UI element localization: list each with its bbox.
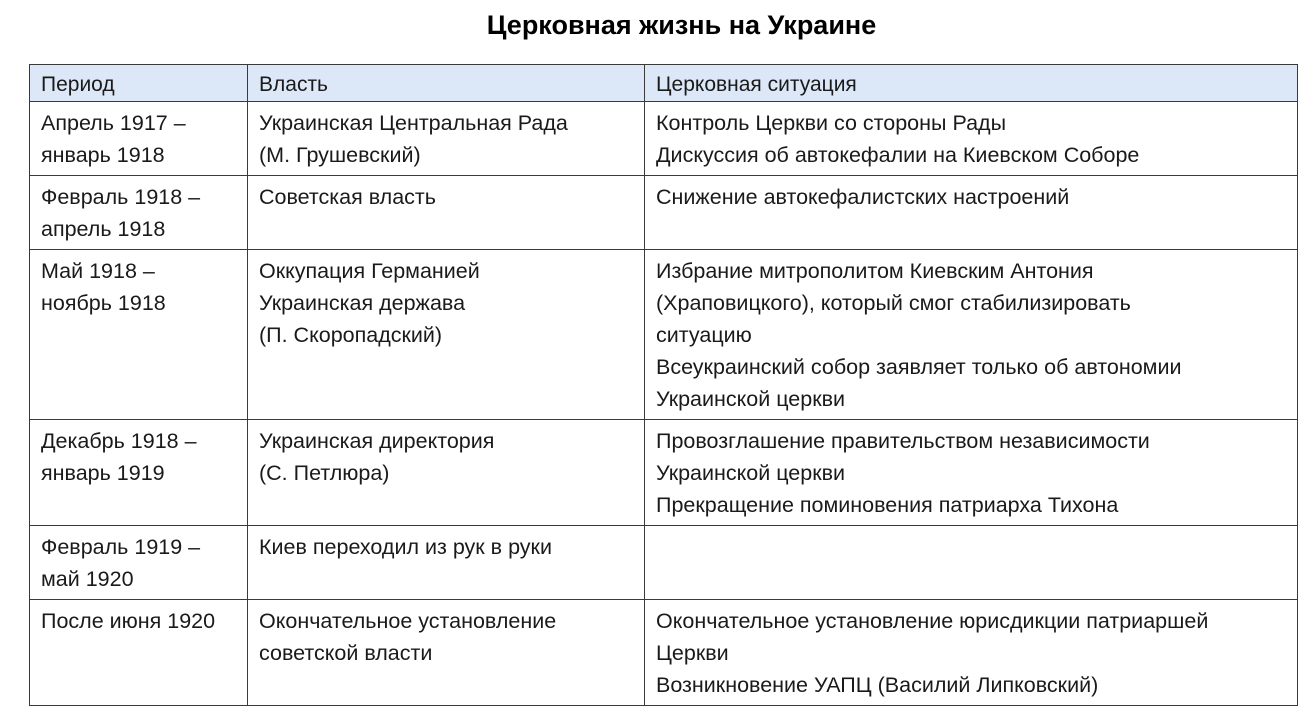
- table-row: [30, 420, 1298, 526]
- cell-text: Украинской церкви: [656, 387, 846, 411]
- cell-church-situation: [645, 176, 1298, 250]
- cell-power: [248, 526, 645, 600]
- cell-text: Прекращение поминовения патриарха Тихона: [656, 493, 1119, 517]
- cell-church-situation: [645, 250, 1298, 420]
- cell-text: январь 1918: [41, 143, 165, 167]
- table-header-row: [30, 65, 1298, 102]
- cell-text: Дискуссия об автокефалии на Киевском Соборе: [656, 143, 1140, 167]
- header-period: Период: [30, 65, 248, 102]
- cell-text: Церкви: [656, 641, 729, 665]
- cell-text: Украинской церкви: [656, 461, 846, 485]
- table-row: [30, 526, 1298, 600]
- cell-text: (М. Грушевский): [259, 143, 421, 167]
- cell-period: [30, 102, 248, 176]
- cell-power: [248, 420, 645, 526]
- cell-text: ситуацию: [656, 323, 752, 347]
- cell-text: Украинская директория: [259, 429, 495, 453]
- cell-text: Провозглашение правительством независимости: [656, 429, 1150, 453]
- cell-text: Контроль Церкви со стороны Рады: [656, 111, 1007, 135]
- header-power: Власть: [248, 65, 645, 102]
- cell-power: [248, 102, 645, 176]
- cell-church-situation: [645, 526, 1298, 600]
- table-row: [30, 600, 1298, 706]
- church-life-table: [29, 64, 1298, 706]
- cell-text: Возникновение УАПЦ (Василий Липковский): [656, 673, 1099, 697]
- cell-text: Оккупация Германией: [259, 259, 480, 283]
- cell-text: Февраль 1918 –: [41, 185, 201, 209]
- cell-period: [30, 420, 248, 526]
- cell-text: советской власти: [259, 641, 433, 665]
- cell-text: ноябрь 1918: [41, 291, 166, 315]
- cell-period: [30, 176, 248, 250]
- table-row: [30, 250, 1298, 420]
- cell-period: [30, 526, 248, 600]
- cell-text: май 1920: [41, 567, 134, 591]
- cell-text: Украинская Центральная Рада: [259, 111, 568, 135]
- cell-church-situation: [645, 420, 1298, 526]
- cell-text: Снижение автокефалистских настроений: [656, 185, 1070, 209]
- cell-church-situation: [645, 600, 1298, 706]
- cell-text: Декабрь 1918 –: [41, 429, 197, 453]
- cell-text: Окончательное установление юрисдикции патриаршей: [656, 609, 1209, 633]
- cell-text: Февраль 1919 –: [41, 535, 201, 559]
- cell-text: Киев переходил из рук в руки: [259, 535, 552, 559]
- cell-text: После июня 1920: [41, 609, 216, 633]
- cell-period: [30, 600, 248, 706]
- cell-period: [30, 250, 248, 420]
- cell-text: (С. Петлюра): [259, 461, 390, 485]
- cell-power: [248, 176, 645, 250]
- cell-text: Всеукраинский собор заявляет только об автономии: [656, 355, 1182, 379]
- cell-text: Украинская держава: [259, 291, 466, 315]
- cell-power: [248, 250, 645, 420]
- cell-text: Май 1918 –: [41, 259, 155, 283]
- page-title: Церковная жизнь на Украине: [486, 10, 877, 40]
- table-row: [30, 176, 1298, 250]
- cell-text: Избрание митрополитом Киевским Антония: [656, 259, 1094, 283]
- cell-text: (Храповицкого), который смог стабилизировать: [656, 291, 1131, 315]
- cell-text: апрель 1918: [41, 217, 166, 241]
- cell-text: Окончательное установление: [259, 609, 557, 633]
- cell-text: Советская власть: [259, 185, 436, 209]
- cell-church-situation: [645, 102, 1298, 176]
- header-church-situation: Церковная ситуация: [645, 65, 1298, 102]
- cell-text: (П. Скоропадский): [259, 323, 443, 347]
- cell-power: [248, 600, 645, 706]
- cell-text: Апрель 1917 –: [41, 111, 186, 135]
- table-row: [30, 102, 1298, 176]
- cell-text: январь 1919: [41, 461, 165, 485]
